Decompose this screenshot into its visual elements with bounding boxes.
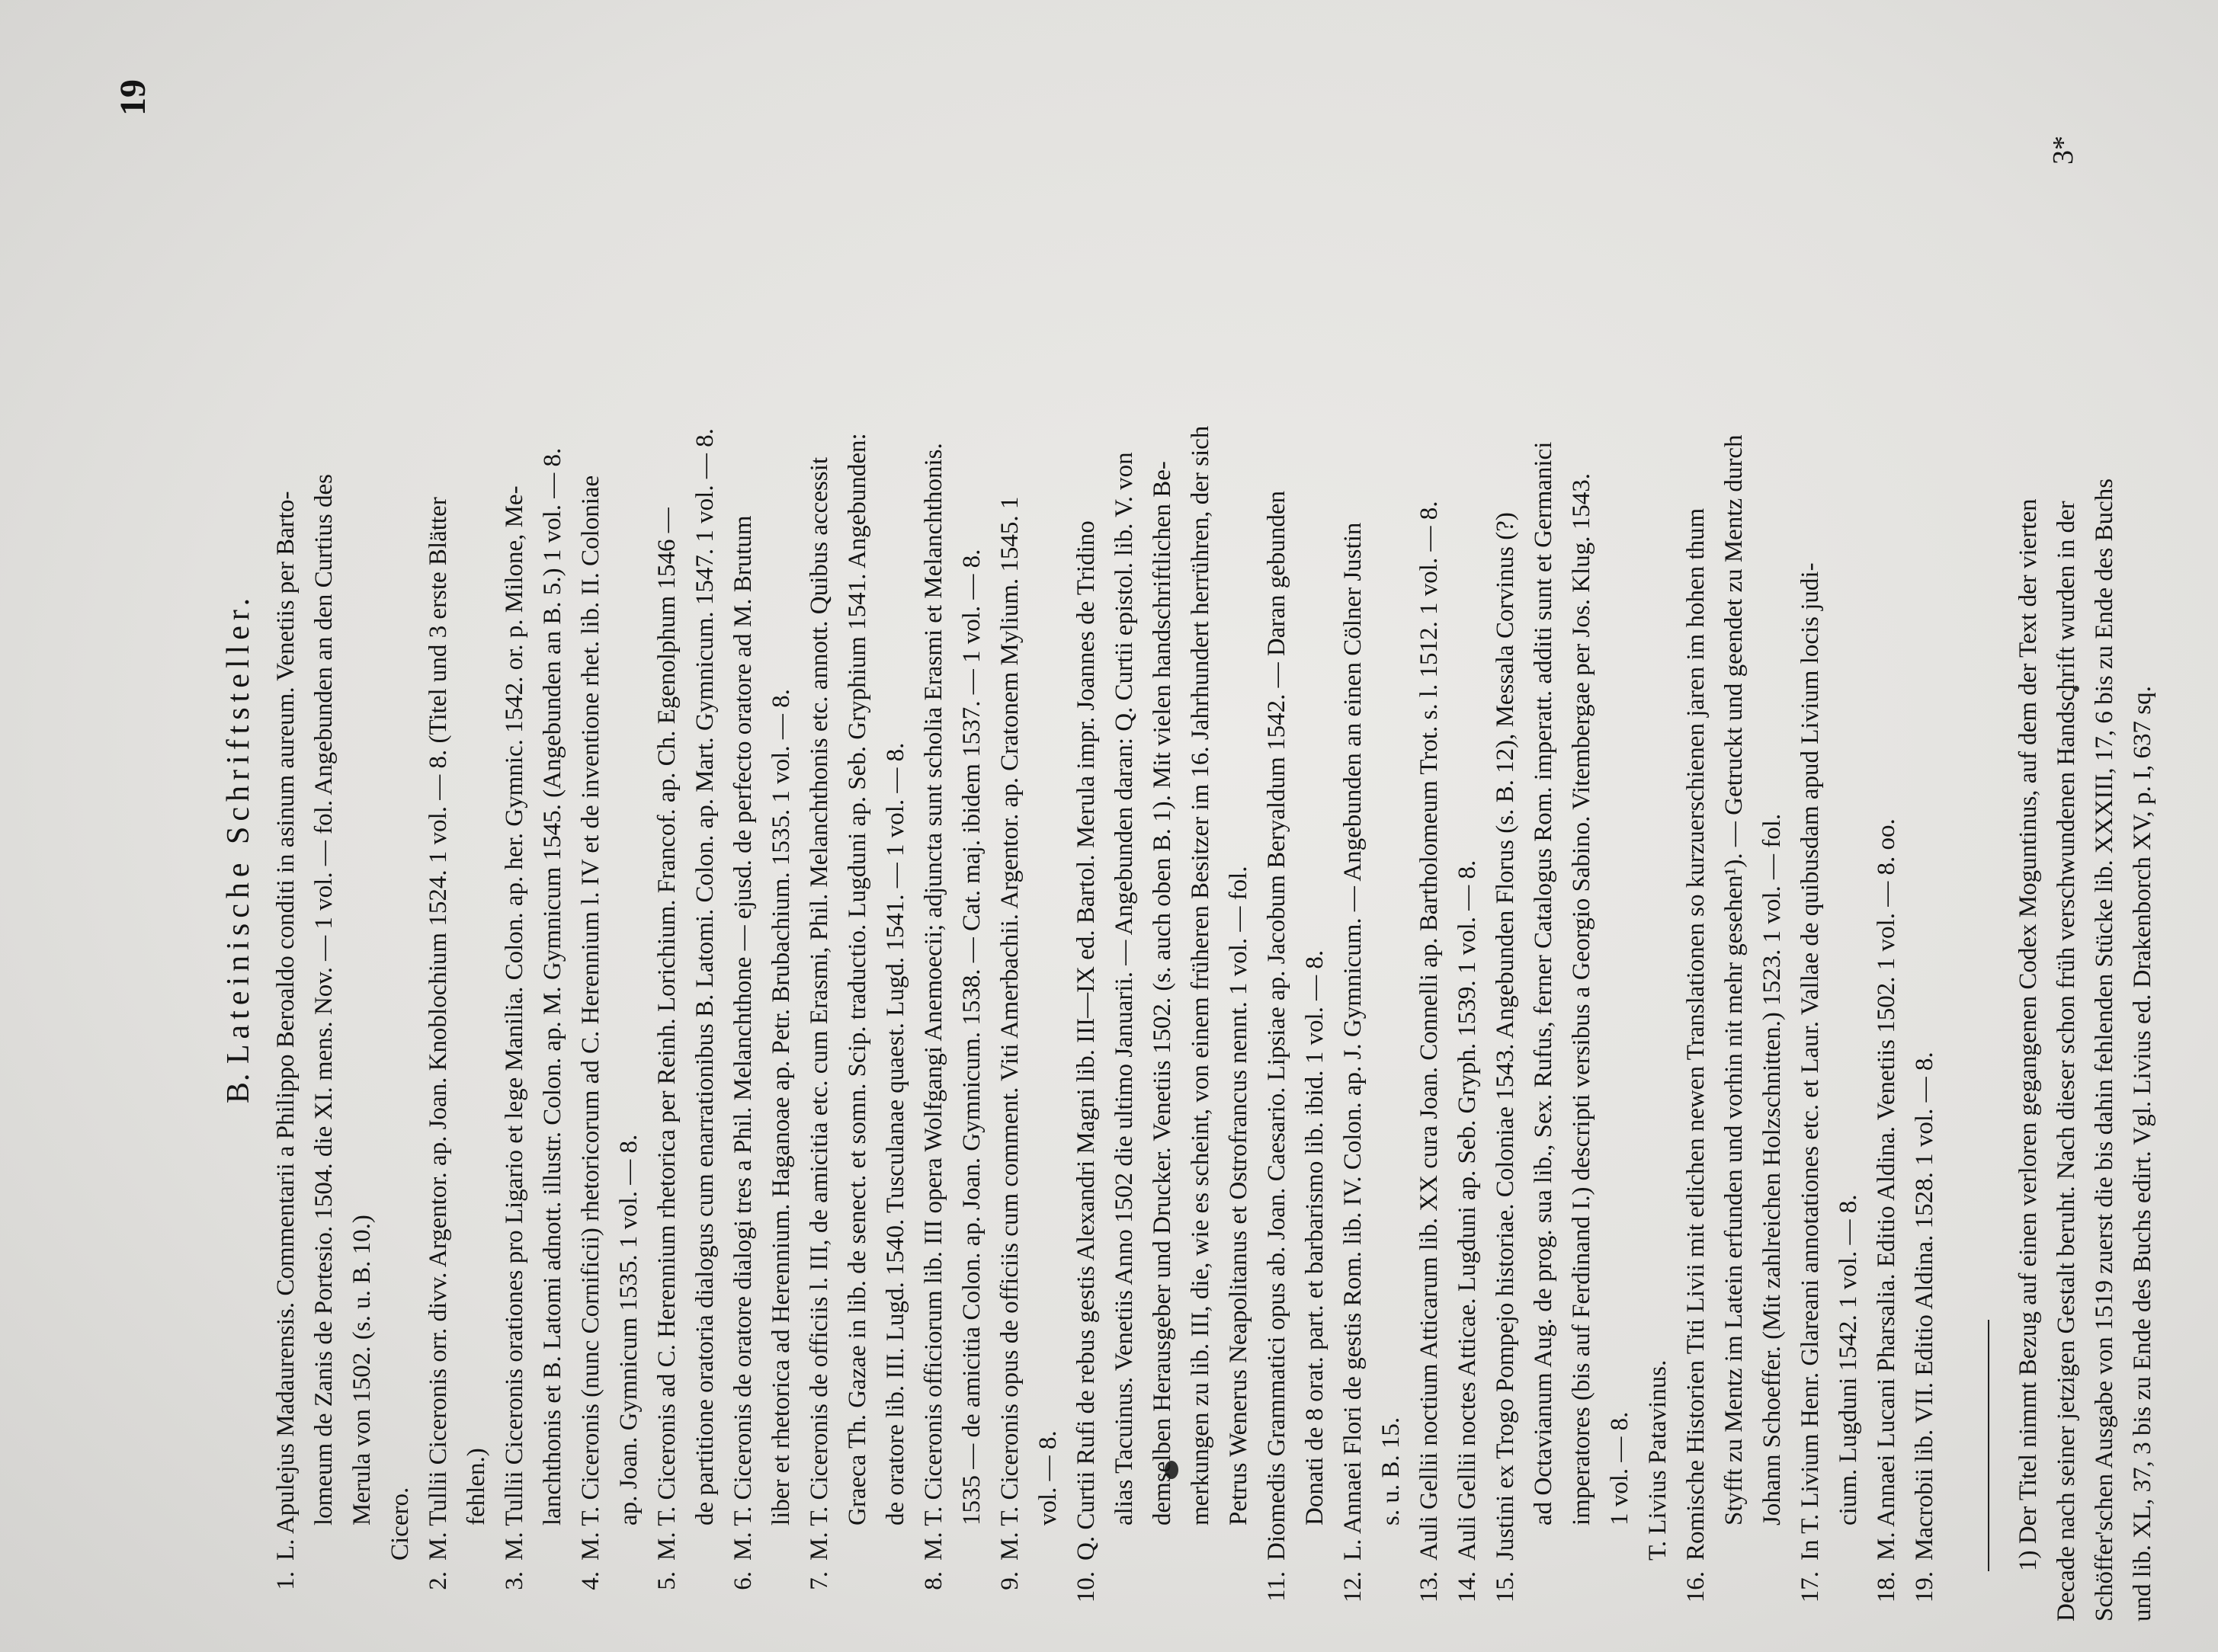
entry-text [1791,75,1867,1561]
signature-mark: 3* [2047,136,2079,165]
entry-text [915,75,991,1561]
catalog-entry [267,75,381,1622]
entry-number: 17. [1797,1571,1824,1603]
entry-line: Q. Curtii Rufi de rebus gestis Alexandri Magni lib. III—IX ed. Bartol. Merula impr. Joannes de Tridino [1072,520,1100,1561]
entry-number: 9. [996,1571,1024,1590]
entry-line: Johann Schoeffer. (Mit zahlreichen Holzschnitten.) 1523. 1 vol. — fol. [1758,813,1786,1526]
entry-line: imperatores (bis auf Ferdinand I.) descripti versibus a Georgio Sabino. Vitembergae per Jos. Klug. 1543. [1568,473,1595,1526]
catalog-entry [1067,75,1258,1622]
entry-line: liber et rhetorica ad Herennium. Haganoae ap. Petr. Brubachium. 1535. 1 vol. — 8. [768,689,795,1526]
entry-line: Romische Historien Titi Livii mit etlichen newen Translationen so kurzuerschienen jaren im hohen thum [1682,507,1710,1561]
entry-line: vol. — 8. [1034,1430,1062,1526]
entry-line: demselben Herausgeber und Drucker. Venetiis 1502. (s. auch oben B. 1). Mit vielen handschriftlichen Be- [1149,461,1176,1526]
rotated-page-content [99,75,2156,1622]
catalog-entry [1486,75,1639,1622]
author-heading [381,75,419,1622]
catalog-entry [1791,75,1867,1622]
entry-line: Diomedis Grammatici opus ab. Joan. Caesario. Lipsiae ap. Jacobum Beryaldum 1542. — Daran gebunden [1263,491,1290,1561]
entry-text [1410,75,1448,1561]
entry-number: 8. [920,1571,947,1590]
catalog-entry [915,75,991,1622]
section-prefix: B. [221,1072,256,1104]
entry-number: 3. [501,1571,528,1590]
entry-line: de oratore lib. III. Lugd. 1540. Tusculanae quaest. Lugd. 1541. — 1 vol. — 8. [882,742,909,1526]
footnote [2009,75,2162,1622]
entry-line: M. T. Ciceronis de oratore dialogi tres a Phil. Melanchthone — ejusd. de perfecto oratore ad M. Brutum [729,515,757,1561]
entry-line: M. T. Ciceronis ad C. Herennium rhetorica per Reinh. Lorichium. Francof. ap. Ch. Egenolphum 1546 — [653,507,681,1561]
entry-line: In T. Livium Henr. Glareani annotationes etc. et Laur. Vallae de quibusdam apud Livium locis judi- [1797,562,1824,1561]
catalog-entry [572,75,648,1622]
entry-text [1258,75,1334,1561]
entry-line: L. Annaei Flori de gestis Rom. lib. IV. Colon. ap. J. Gymnicum. — Angebunden an einen Cölner Justin [1339,522,1367,1561]
footnote-line: und lib. XL, 37, 3 bis zu Ende des Buchs edirt. Vgl. Livius ed. Drakenborch XV, p. I, 637 sq. [2129,686,2156,1622]
entry-number: 1. [272,1571,300,1590]
catalog-entry [1258,75,1334,1622]
author-heading [1639,75,1677,1622]
catalog-entry [724,75,800,1622]
entry-line: M. T. Ciceronis opus de officiis cum comment. Viti Amerbachii. Argentor. ap. Cratonem Mylium. 1545. 1 [996,496,1024,1561]
entry-line: 1 vol. — 8. [1606,1411,1633,1526]
entry-line: Justini ex Trogo Pompejo historiae. Coloniae 1543. Angebunden Florus (s. B. 12), Messala Corvinus (?) [1492,512,1519,1561]
entry-number: 16. [1682,1571,1710,1603]
entry-line: M. Tullii Ciceronis orationes pro Ligario et lege Manilia. Colon. ap. her. Gymnic. 1542. or. p. Milone, Me- [501,485,528,1561]
entry-number: 11. [1263,1571,1290,1602]
footnote-line: 1) Der Titel nimmt Bezug auf einen verloren gegangenen Codex Moguntinus, auf dem der Text der vierten [2014,498,2042,1571]
entry-line: lanchthonis et B. Latomi adnott. illustr. Colon. ap. M. Gymnicum 1545. (Angebunden an B. 5.) 1 vol. — 8. [539,447,566,1526]
entry-line: Macrobii lib. VII. Editio Aldina. 1528. 1 vol. — 8. [1911,1052,1938,1561]
entry-text [1639,75,1677,1561]
catalog-entry [1448,75,1486,1622]
catalog-entry [1867,75,1905,1622]
entry-line: Auli Gellii noctes Atticae. Lugduni ap. Seb. Gryph. 1539. 1 vol. — 8. [1454,860,1481,1561]
entry-line: Auli Gellii noctium Atticarum lib. XX cura Joan. Connelli ap. Bartholomeum Trot. s. l. 1512. 1 vol. — 8. [1415,501,1443,1561]
entry-number: 6. [729,1571,757,1590]
entry-line: alias Tacuinus. Venetiis Anno 1502 die ultimo Januarii. — Angebunden daran: Q. Curtii epistol. lib. V. von [1111,452,1138,1526]
entry-number: 14. [1454,1571,1481,1603]
entry-text [1486,75,1639,1561]
entry-line: ad Octavianum Aug. de prog. sua lib., Sex. Rufus, ferner Catalogus Rom. imperatt. additi sunt et Germanici [1530,441,1557,1526]
entry-line: lomeum de Zanis de Portesio. 1504. die XI. mens. Nov. — 1 vol. — fol. Angebunden an den Curtius des [310,473,338,1526]
entry-line: de partitione oratoria dialogus cum enarrationibus B. Latomi. Colon. ap. Mart. Gymnicum. 1547. 1 vol. — 8. [691,428,719,1526]
entry-text [648,75,724,1561]
entry-text [1905,75,1944,1561]
entry-text [495,75,572,1561]
entry-text [991,75,1067,1561]
entry-line: M. T. Ciceronis de officiis l. III, de amicitia etc. cum Erasmi, Phil. Melanchthonis etc. annott. Quibus accessit [806,457,833,1561]
catalog-entry [648,75,724,1622]
entry-line: cium. Lugduni 1542. 1 vol. — 8. [1835,1194,1862,1526]
entry-text [572,75,648,1561]
catalog-entry [991,75,1067,1622]
catalog-entry [1410,75,1448,1622]
entry-line: M. Annaei Lucani Pharsalia. Editio Aldina. Venetiis 1502. 1 vol. — 8. oo. [1873,818,1900,1561]
entry-line: ap. Joan. Gymnicum 1535. 1 vol. — 8. [615,1134,643,1526]
entry-line: Styfft zu Mentz im Latein erfunden und vorhin nit mehr gesehen¹). — Getruckt und geendet zu Mentz durch [1720,434,1748,1526]
entry-line: s. u. B. 15. [1377,1417,1405,1526]
section-heading [220,75,258,1622]
entry-text [1334,75,1410,1561]
catalog-entry [495,75,572,1622]
entry-number: 18. [1873,1571,1900,1603]
entry-number: 12. [1339,1571,1367,1603]
entry-number: 5. [653,1571,681,1590]
footnote-line: Schöffer'schen Ausgabe von 1519 zuerst die bis dahin fehlenden Stücke lib. XXXIII, 17, 6 bis zu Ende des Buchs [2091,478,2118,1622]
catalog-entry [419,75,495,1622]
entry-line: 1535 — de amicitia Colon. ap. Joan. Gymnicum. 1538. — Cat. maj. ibidem 1537. — 1 vol. — 8. [958,549,986,1526]
entry-list [267,75,1944,1622]
entry-number: 13. [1415,1571,1443,1603]
entry-line: M. T. Ciceronis officiorum lib. III opera Wolfgangi Anemoecii; adjuncta sunt scholia Erasmi et Melanchthonis. [920,443,947,1561]
footnote-line: Decade nach seiner jetzigen Gestalt beruht. Nach dieser schon früh verschwundenen Handschrift wurden in der [2053,501,2080,1622]
catalog-entry [800,75,915,1622]
entry-line: Donati de 8 orat. part. et barbarismo lib. ibid. 1 vol. — 8. [1301,949,1329,1526]
entry-text [1067,75,1258,1561]
page-number: 19 [113,79,153,116]
entry-line: fehlen.) [463,1448,490,1526]
catalog-entry [1905,75,1944,1622]
entry-line: Petrus Wenerus Neapolitanus et Ostrofrancus nennt. 1 vol. — fol. [1225,866,1252,1526]
section-title: Lateinische Schriftsteller. [221,592,256,1065]
entry-line: T. Livius Patavinus. [1644,1359,1672,1561]
entry-number: 7. [806,1571,833,1590]
footnote-rule [1988,1320,1989,1571]
entry-text [1448,75,1486,1561]
entry-line: Merula von 1502. (s. u. B. 10.) [348,1215,376,1526]
catalog-entry [1677,75,1791,1622]
entry-line: Cicero. [386,1487,414,1561]
entry-text [267,75,381,1561]
entry-line: merkungen zu lib. III, die, wie es scheint, von einem früheren Besitzer im 16. Jahrhundert herrühren, der sich [1187,425,1214,1526]
entry-text [1867,75,1905,1561]
entry-line: M. Tullii Ciceronis orr. divv. Argentor. ap. Joan. Knoblochium 1524. 1 vol. — 8. (Titel und 3 erste Blätter [425,497,452,1561]
entry-number: 19. [1911,1571,1938,1603]
entry-text [1677,75,1791,1561]
catalog-entry [1334,75,1410,1622]
entry-text [381,75,419,1561]
entry-number: 15. [1492,1571,1519,1603]
entry-line: L. Apulejus Madaurensis. Commentarii a Philippo Beroaldo conditi in asinum aureum. Venetiis per Barto- [272,491,300,1561]
entry-text [724,75,800,1561]
entry-number: 2. [425,1571,452,1590]
entry-number: 4. [577,1571,604,1590]
entry-line: M. T. Ciceronis (nunc Cornificii) rhetoricorum ad C. Herennium l. IV et de inventione rhet. lib. II. Coloniae [577,475,604,1561]
entry-text [419,75,495,1561]
entry-text [800,75,915,1561]
entry-number: 10. [1072,1571,1100,1603]
entry-line: Graeca Th. Gazae in lib. de senect. et somn. Scip. traductio. Lugduni ap. Seb. Gryphium 1541. Angebunden: [844,433,871,1526]
